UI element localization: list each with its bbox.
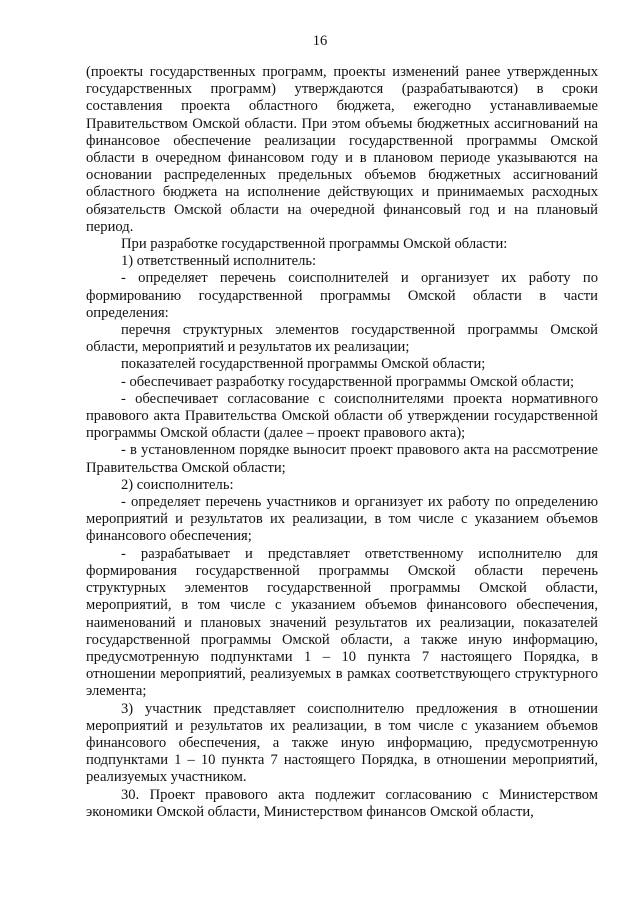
subitem-submits-draft: - в установленном порядке выносит проект правового акта на рассмотрение Правительства Омской области; [86, 442, 598, 476]
document-body [86, 64, 598, 821]
subitem-defines-coexecutors: - определяет перечень соисполнителей и организует их работу по формированию государственной программы Омской области в части определения: [86, 270, 598, 321]
subitem-ensures-development: - обеспечивает разработку государственной программы Омской области; [121, 373, 575, 390]
item-participant: 3) участник представляет соисполнителю предложения в отношении мероприятий и результатов их реализации, в том числе с указанием объемов финансового обеспечения, а также иную информацию, предусмотренную подпунктами 1 – 10 пункта 7 настоящего Порядка, в отношении мероприятий, реализуемых участником. [86, 700, 598, 786]
paragraph-point-30: 30. Проект правового акта подлежит согласованию с Министерством экономики Омской области, Министерством финансов Омской области, [86, 786, 598, 820]
subitem-ensures-approval: - обеспечивает согласование с соисполнителями проекта нормативного правового акта Правительства Омской области об утверждении государственной программы Омской области (далее – проект правового акта); [86, 390, 598, 442]
item-coexecutor: 2) соисполнитель: [121, 476, 234, 493]
paragraph-intro: При разработке государственной программы Омской области: [121, 236, 508, 253]
paragraph-continuation: (проекты государственных программ, проекты изменений ранее утвержденных государственных программ) утверждаются (разрабатываются) в сроки составления проекта областного бюджета, ежегодно устанавливаемые Правительством Омской области. При этом объемы бюджетных ассигнований на финансовое обеспечение реализации государственной программы Омской области в очередном финансовом году и в плановом периоде указываются на основании распределенных предельных объемов бюджетных ассигнований областного бюджета на исполнение действующих и принимаемых расходных обязательств Омской области на очередной финансовый год и на плановый период. [86, 64, 598, 235]
item-responsible-executor: 1) ответственный исполнитель: [121, 253, 317, 270]
subitem-defines-participants: - определяет перечень участников и организует их работу по определению мероприятий и результатов их реализации, в том числе с указанием объемов финансового обеспечения; [86, 494, 598, 545]
page-number: 16 [312, 33, 328, 49]
subitem-develops-and-submits: - разрабатывает и представляет ответственному исполнителю для формирования государственной программы Омской области перечень структурных элементов государственной программы Омской области, мероприятий, в том числе с указанием объемов финансового обеспечения, наименований и плановых значений результатов их реализации, показателей государственной программы Омской области, а также иную информацию, предусмотренную подпунктами 1 – 10 пункта 7 настоящего Порядка, в отношении мероприятий, реализуемых в рамках соответствующего структурного элемента; [86, 545, 598, 700]
subitem-indicators: показателей государственной программы Омской области; [121, 356, 486, 373]
subitem-list-structural-elements: перечня структурных элементов государственной программы Омской области, мероприятий и результатов их реализации; [86, 322, 598, 356]
